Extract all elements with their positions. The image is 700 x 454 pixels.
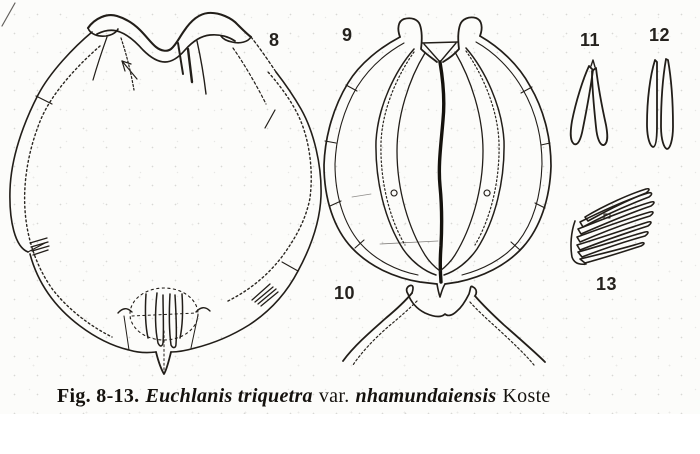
figure-9-drawing	[324, 17, 551, 297]
figure-13-label: 13	[596, 274, 618, 294]
caption-variety-name: nhamundaiensis	[355, 385, 497, 407]
figure-12-drawing	[647, 59, 673, 149]
figure-9-label: 9	[342, 25, 353, 45]
hatch-mark-right	[252, 284, 278, 306]
figure-8-drawing	[10, 13, 321, 374]
caption-figure-range: Fig. 8-13.	[57, 385, 140, 407]
figure-8-label: 8	[269, 30, 280, 50]
figure-caption	[57, 385, 557, 408]
scan-artifact-mark	[2, 3, 15, 26]
figure-13-drawing	[571, 189, 654, 265]
figure-11-label: 11	[580, 30, 601, 50]
figure-11-drawing	[571, 60, 608, 145]
figure-10-label: 10	[334, 283, 356, 303]
arrow-mark	[122, 61, 137, 79]
caption-genus-species: Euchlanis triquetra	[145, 385, 313, 407]
caption-author: Koste	[502, 385, 551, 407]
figure-12-label: 12	[649, 25, 671, 45]
caption-rank-abbrev: var.	[318, 385, 350, 407]
figure-10-drawing	[343, 285, 545, 365]
